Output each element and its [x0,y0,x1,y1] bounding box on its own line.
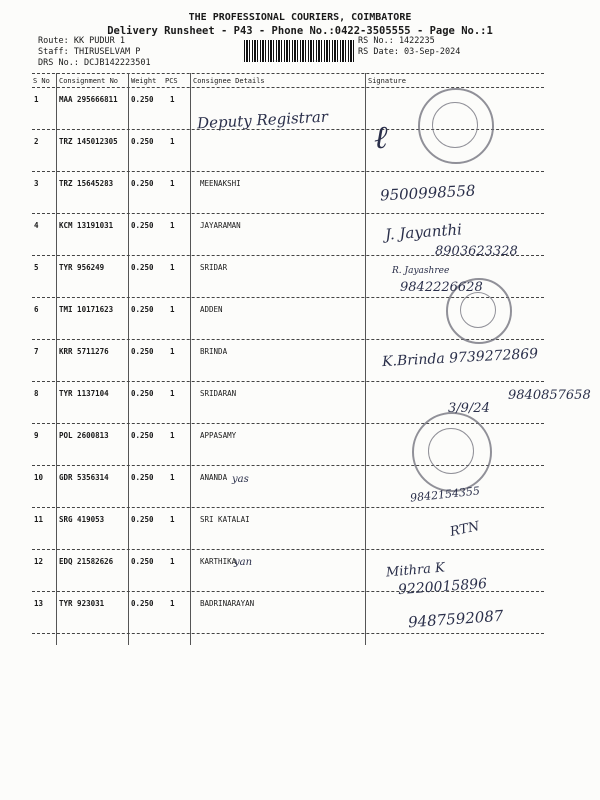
row-pcs: 1 [170,137,175,146]
row5-signature: R. Jayashree [392,266,450,276]
row8-date: 3/9/24 [448,401,490,416]
row-weight: 0.250 [131,389,154,398]
col-header-signature: Signature [368,77,406,85]
row-consignee: SRIDAR [200,263,228,272]
row4-signature: J. Jayanthi [384,220,463,244]
row10-name-addition: yas [232,474,249,485]
row-weight: 0.250 [131,515,154,524]
row8-phone: 9840857658 [508,388,591,403]
row10-phone: 9842154355 [409,484,481,505]
row-consignment-no: TYR 956249 [59,263,105,272]
row-pcs: 1 [170,263,175,272]
row-weight: 0.250 [131,263,154,272]
row11-rtn-note: RTN [448,519,481,540]
barcode [244,40,354,62]
rs-number: RS No.: 1422235 [358,36,435,46]
row-sno: 5 [34,263,39,272]
row-weight: 0.250 [131,305,154,314]
row-weight: 0.250 [131,95,154,104]
col-header-sno: S No [33,77,50,85]
row-weight: 0.250 [131,179,154,188]
col-divider [128,73,129,645]
seal-stamp [418,88,494,164]
col-header-weight: Weight [131,77,157,85]
col-header-pcs: PCS [165,77,178,85]
row-weight: 0.250 [131,431,154,440]
row-weight: 0.250 [131,473,154,482]
row-pcs: 1 [170,305,175,314]
col-divider [190,73,191,645]
row-pcs: 1 [170,557,175,566]
row-weight: 0.250 [131,599,154,608]
row-weight: 0.250 [131,557,154,566]
row-consignee: BRINDA [200,347,228,356]
row-consignment-no: EDQ 21582626 [59,557,114,566]
row-pcs: 1 [170,515,175,524]
row-pcs: 1 [170,473,175,482]
col-header-consignment: Consignment No [59,77,119,85]
row1-handwritten-consignee: Deputy Registrar [196,107,329,133]
row-consignment-no: GDR 5356314 [59,473,109,482]
runsheet-subtitle: Delivery Runsheet - P43 - Phone No.:0422-3505555 - Page No.:1 [107,25,493,37]
row-consignee: BADRINARAYAN [200,599,255,608]
row-pcs: 1 [170,431,175,440]
row-weight: 0.250 [131,137,154,146]
row12-phone: 9220015896 [397,575,488,599]
row-separator [32,549,544,550]
row4-phone: 8903623328 [435,244,518,259]
row-consignee: SRIDARAN [200,389,237,398]
row-consignee: JAYARAMAN [200,221,241,230]
drs-number: DRS No.: DCJB142223501 [38,58,151,68]
row3-signature: 9500998558 [379,181,476,205]
row-sno: 6 [34,305,39,314]
row1-signature-scribble: ℓ [374,118,388,156]
row-separator [32,507,544,508]
row-sno: 4 [34,221,39,230]
row13-phone: 9487592087 [407,606,504,632]
row-consignee: KARTHIKA [200,557,237,566]
row-consignment-no: SRG 419053 [59,515,105,524]
row-consignment-no: TYR 923031 [59,599,105,608]
row-consignment-no: KRR 5711276 [59,347,109,356]
row-sno: 1 [34,95,39,104]
col-divider [365,73,366,645]
header-rule [32,87,544,88]
row-sno: 7 [34,347,39,356]
row12-name-addition: yan [234,557,253,568]
seal-stamp [412,412,492,492]
route-label: Route: KK PUDUR 1 [38,36,125,46]
rs-date: RS Date: 03-Sep-2024 [358,47,461,57]
runsheet-title: THE PROFESSIONAL COURIERS, COIMBATORE [188,12,412,23]
staff-label: Staff: THIRUSELVAM P [38,47,141,57]
row-sno: 12 [34,557,44,566]
row-consignment-no: TYR 1137104 [59,389,109,398]
row-pcs: 1 [170,599,175,608]
row-weight: 0.250 [131,347,154,356]
row-consignment-no: MAA 295666811 [59,95,118,104]
row-sno: 13 [34,599,44,608]
row-consignment-no: TRZ 145012305 [59,137,118,146]
row-consignee: APPASAMY [200,431,237,440]
row-weight: 0.250 [131,221,154,230]
row-consignee: ADDEN [200,305,223,314]
row-pcs: 1 [170,221,175,230]
row-sno: 3 [34,179,39,188]
row7-signature: K.Brinda 9739272869 [381,345,539,371]
row5-phone: 9842226628 [400,280,483,295]
row-pcs: 1 [170,347,175,356]
table-top-rule [32,73,544,74]
row-consignment-no: TMI 10171623 [59,305,114,314]
row-consignment-no: TRZ 15645283 [59,179,114,188]
row-sno: 2 [34,137,39,146]
row-consignee: SRI KATALAI [200,515,250,524]
row-sno: 8 [34,389,39,398]
row-pcs: 1 [170,179,175,188]
row-sno: 9 [34,431,39,440]
row-pcs: 1 [170,389,175,398]
row-separator [32,171,544,172]
row-separator [32,381,544,382]
row-sno: 10 [34,473,44,482]
row-separator [32,213,544,214]
row-pcs: 1 [170,95,175,104]
col-divider [56,73,57,645]
row-consignee: MEENAKSHI [200,179,241,188]
row-sno: 11 [34,515,44,524]
row12-signature: Mithra K [385,560,446,581]
col-header-consignee: Consignee Details [193,77,265,85]
row-separator [32,633,544,634]
row-consignment-no: KCM 13191031 [59,221,114,230]
row-consignee: ANANDA [200,473,228,482]
row-consignment-no: POL 2600813 [59,431,109,440]
